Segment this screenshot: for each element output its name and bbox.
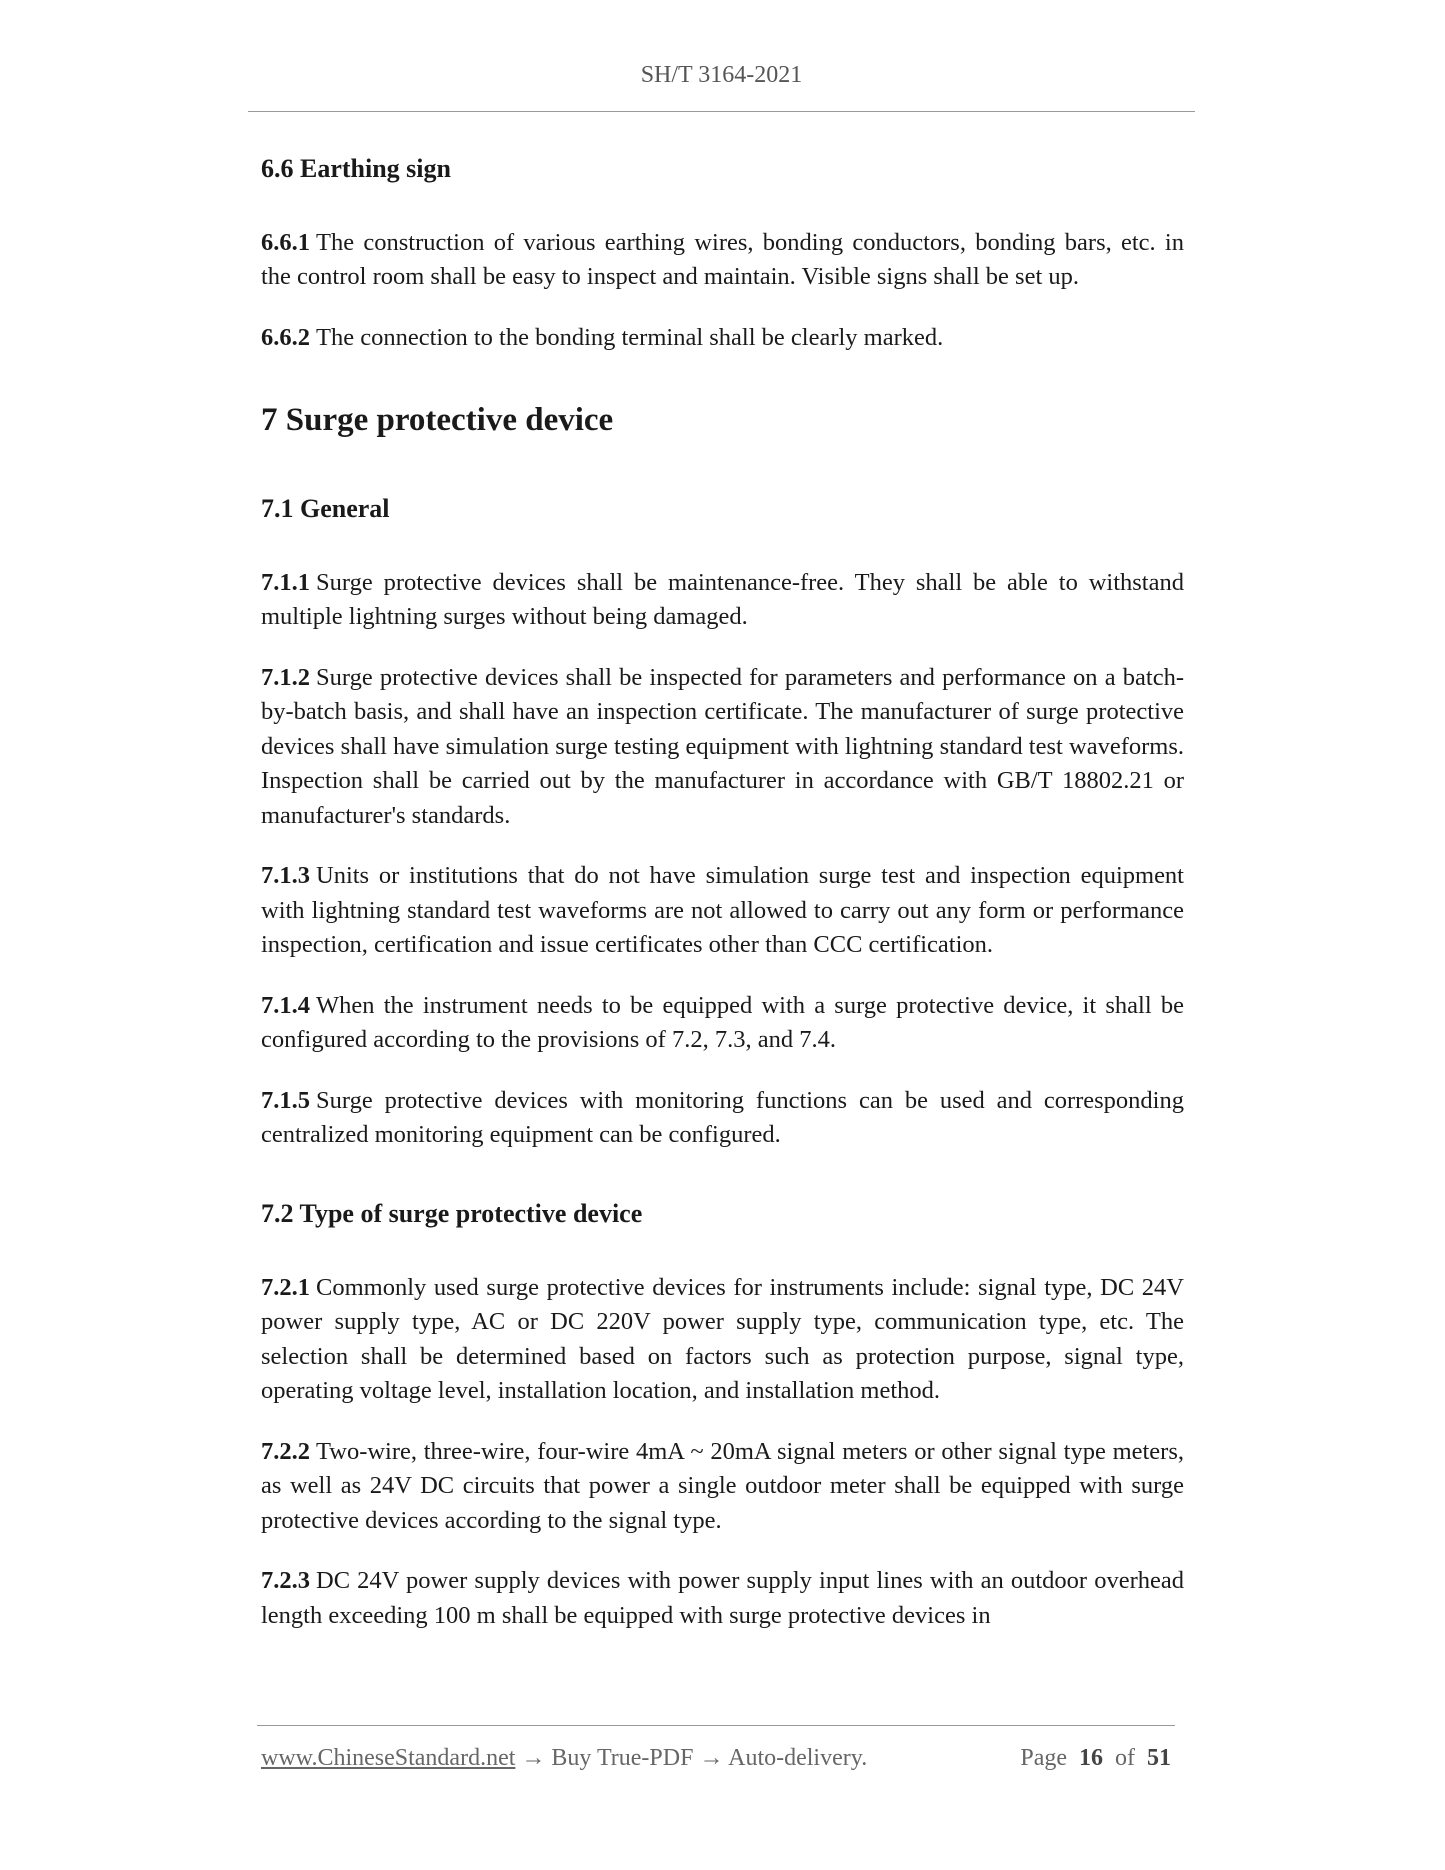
- footer-divider: [257, 1725, 1175, 1726]
- clause-number: 7.1.4: [261, 991, 310, 1019]
- clause-text: Surge protective devices shall be inspected for parameters and performance on a batch-by-batch basis, and shall have an inspection certificate. The manufacturer of surge protective devices shall have simulation surge testing equipment with lightning standard test waveforms. Inspection shall be carried out by the manufacturer in accordance with GB/T 18802.21 or manufacturer's standards.: [261, 663, 1184, 829]
- clause-number: 7.2.3: [261, 1567, 310, 1595]
- total-page-count: 51: [1147, 1745, 1171, 1771]
- page-header-doc-id: SH/T 3164-2021: [640, 62, 803, 88]
- clause-7-1-1: [261, 566, 1184, 635]
- clause-number: 7.1.1: [261, 568, 310, 596]
- document-body: [261, 152, 1184, 1659]
- page-of-label: of: [1115, 1745, 1135, 1771]
- clause-text: Two-wire, three-wire, four-wire 4mA ~ 20mA signal meters or other signal type meters, as well as 24V DC circuits that power a single outdoor meter shall be equipped with surge protective devices according to the signal type.: [261, 1437, 1184, 1534]
- clause-text: Surge protective devices shall be maintenance-free. They shall be able to withstand multiple lightning surges without being damaged.: [261, 568, 1184, 631]
- clause-7-1-5: [261, 1084, 1184, 1153]
- clause-7-2-1: [261, 1271, 1184, 1409]
- clause-7-2-2: [261, 1435, 1184, 1539]
- clause-number: 6.6.2: [261, 323, 310, 351]
- heading-chapter-7: 7 Surge protective device: [261, 402, 614, 439]
- clause-number: 7.1.3: [261, 862, 310, 890]
- clause-text: Surge protective devices with monitoring functions can be used and corresponding centralized monitoring equipment can be configured.: [261, 1086, 1184, 1149]
- current-page-number: 16: [1079, 1745, 1103, 1771]
- heading-7-1: 7.1 General: [261, 494, 390, 524]
- clause-number: 7.2.2: [261, 1437, 310, 1465]
- clause-number: 7.1.5: [261, 1086, 310, 1114]
- clause-text: The connection to the bonding terminal shall be clearly marked.: [316, 323, 944, 351]
- clause-7-1-2: [261, 661, 1184, 834]
- page-counter: [1020, 1745, 1171, 1772]
- clause-7-1-3: [261, 859, 1184, 963]
- clause-7-2-3: [261, 1564, 1184, 1633]
- clause-text: Commonly used surge protective devices for instruments include: signal type, DC 24V power supply type, AC or DC 220V power supply type, communication type, etc. The selection shall be determined based on factors such as protection purpose, signal type, operating voltage level, installation location, and installation method.: [261, 1273, 1184, 1405]
- clause-number: 7.1.2: [261, 663, 310, 691]
- footer-promo-text: → Buy True-PDF → Auto-delivery.: [515, 1745, 868, 1771]
- clause-7-1-4: [261, 989, 1184, 1058]
- heading-7-2: 7.2 Type of surge protective device: [261, 1198, 643, 1228]
- clause-text: Units or institutions that do not have simulation surge test and inspection equipment with lightning standard test waveforms are not allowed to carry out any form or performance inspection, certification and issue certificates other than CCC certification.: [261, 862, 1184, 959]
- clause-text: DC 24V power supply devices with power supply input lines with an outdoor overhead length exceeding 100 m shall be equipped with surge protective devices in: [261, 1567, 1184, 1629]
- clause-6-6-1: [261, 226, 1184, 295]
- clause-text: When the instrument needs to be equipped with a surge protective device, it shall be configured according to the provisions of 7.2, 7.3, and 7.4.: [261, 991, 1184, 1054]
- header-divider: [248, 111, 1195, 112]
- heading-6-6: 6.6 Earthing sign: [261, 154, 451, 183]
- page-label: Page: [1020, 1745, 1067, 1771]
- clause-number: 7.2.1: [261, 1273, 310, 1301]
- page-footer: [261, 1745, 1175, 1772]
- clause-text: The construction of various earthing wires, bonding conductors, bonding bars, etc. in the control room shall be easy to inspect and maintain. Visible signs shall be set up.: [261, 228, 1184, 291]
- website-link[interactable]: www.ChineseStandard.net: [261, 1745, 516, 1771]
- clause-number: 6.6.1: [261, 228, 310, 256]
- clause-6-6-2: [261, 321, 1184, 356]
